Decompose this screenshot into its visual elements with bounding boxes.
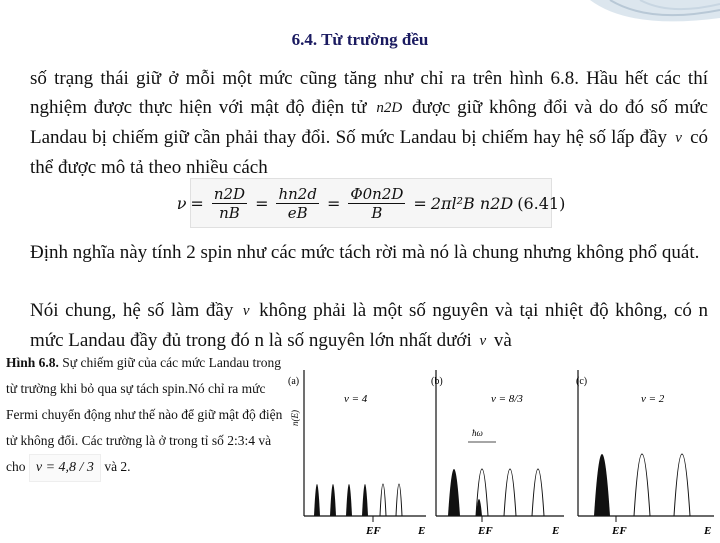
p1-text-3: có thể được mô tả theo nhiều cách — [30, 127, 709, 178]
panel-c-ef: EF — [612, 525, 627, 537]
fraction-2 — [276, 185, 318, 222]
n2d-symbol: n2D — [373, 94, 405, 123]
fraction-3-num: Φ0n2D — [350, 184, 404, 203]
fraction-2-den: eB — [287, 203, 308, 222]
fraction-1 — [212, 185, 247, 222]
formula-last-term: 2πl²B n2D — [430, 193, 514, 213]
panel-a-tag: (a) — [288, 376, 300, 387]
panel-b-ef: EF — [478, 525, 493, 537]
equation-6-41 — [176, 178, 566, 228]
panel-a-nu: ν = 4 — [344, 393, 368, 405]
caption-label: Hình 6.8. — [6, 355, 59, 370]
caption-tail: và 2. — [104, 459, 131, 474]
paragraph-3 — [30, 296, 708, 356]
equals-sign: = — [190, 193, 204, 213]
panel-c — [576, 370, 714, 537]
fraction-2-num: hn2d — [278, 184, 317, 203]
fraction-1-num: n2D — [213, 184, 246, 203]
equals-sign: = — [413, 193, 427, 213]
equals-sign: = — [326, 193, 341, 213]
panel-b-tag: (b) — [431, 376, 443, 387]
p1-text-1: số trạng thái giữ ở mỗi một mức cũng tăng như chỉ ra trên hình 6.8. Hầu hết các thí nghiệm được thực hiện với mật độ điện tử — [30, 68, 708, 118]
panel-b-e: E — [552, 525, 560, 537]
caption-text: Sự chiếm giữ của các mức Landau trong từ trường khi bỏ qua sự tách spin.Nó chỉ ra mức Fermi chuyển động như thế nào để giữ mật độ điện tử không đổi. Các trường là ở trong tỉ số 2:3:4 và cho — [6, 355, 283, 474]
panel-a — [288, 370, 426, 537]
nu-symbol: ν — [476, 327, 489, 356]
panel-b-spacing: ħω — [472, 428, 483, 438]
panel-a-ef: EF — [366, 525, 381, 537]
corner-decoration — [590, 0, 720, 34]
nu-symbol: ν — [672, 124, 685, 153]
p3-text-1: Nói chung, hệ số làm đầy — [30, 300, 234, 321]
fraction-3 — [348, 185, 405, 222]
equation-number: (6.41) — [517, 193, 566, 213]
panel-c-e: E — [704, 525, 712, 537]
nu-symbol: ν — [240, 297, 253, 326]
slide-title: 6.4. Từ trường đều — [291, 30, 429, 49]
figure-caption — [6, 350, 286, 482]
formula-lhs: ν — [176, 193, 187, 213]
panel-b-nu: ν = 8/3 — [491, 393, 523, 405]
landau-figure-svg — [286, 362, 718, 538]
p1-text-2: được giữ không đổi và do đó số mức Landau bị chiếm giữ cần phải thay đổi. Số mức Landau bị chiếm hay hệ số lấp đầy — [30, 97, 708, 148]
caption-formula: ν = 4,8 / 3 — [29, 454, 101, 482]
equals-sign: = — [255, 193, 269, 213]
panel-b — [431, 370, 564, 537]
panel-c-tag: (c) — [576, 376, 588, 387]
panel-a-ylabel: n(E) — [290, 410, 300, 426]
panel-c-nu: ν = 2 — [641, 393, 665, 405]
fraction-1-den: nB — [219, 203, 240, 222]
fraction-3-den: B — [371, 203, 383, 222]
p3-text-2: không phải là một số nguyên và tại nhiệt độ không, có n mức Landau đầy đủ trong đó n là số nguyên lớn nhất dưới — [30, 300, 708, 351]
paragraph-1 — [30, 64, 708, 182]
landau-levels-figure — [286, 362, 718, 538]
panel-a-e: E — [418, 525, 426, 537]
paragraph-2: Định nghĩa này tính 2 spin như các mức tách rời mà nó là chung nhưng không phổ quát. — [30, 242, 700, 263]
p3-text-3: và — [493, 330, 512, 351]
